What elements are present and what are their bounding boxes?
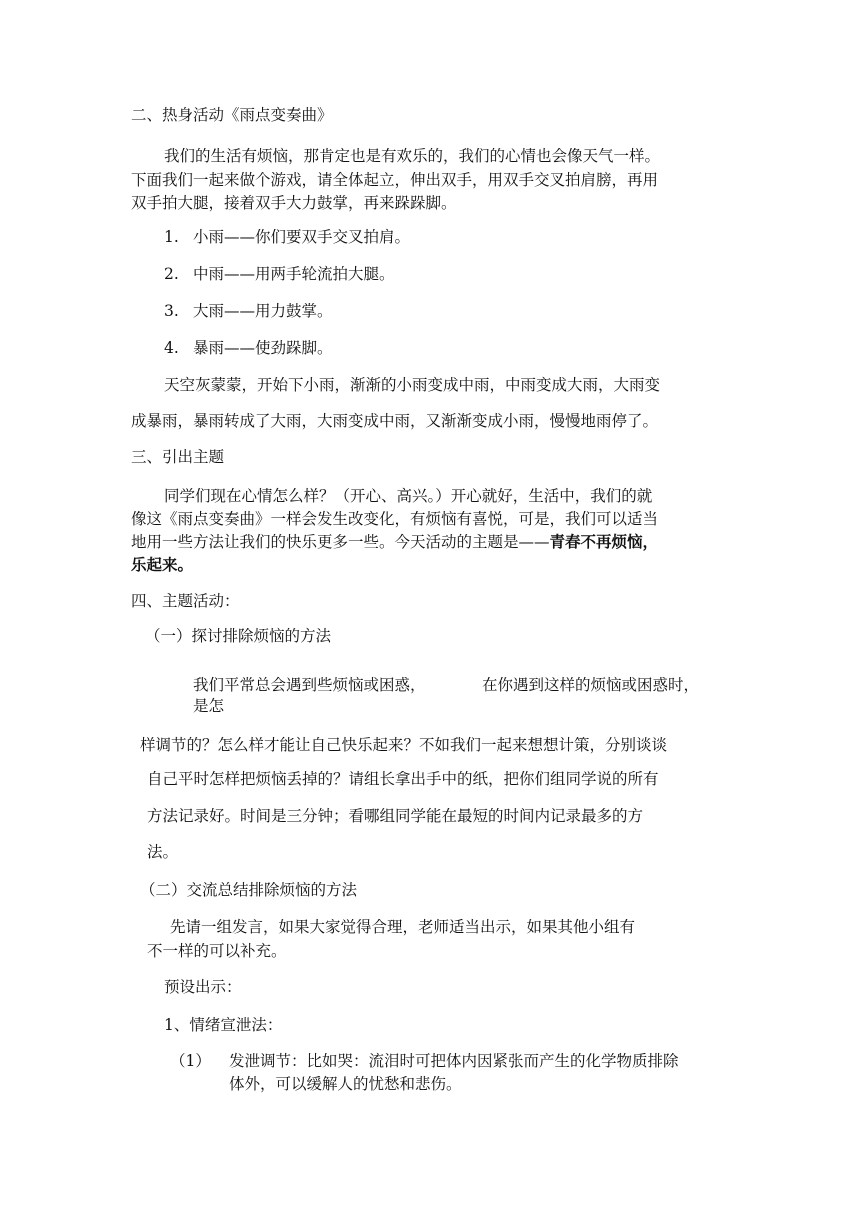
- preset-label: 预设出示：: [164, 978, 242, 996]
- subsection-1-heading: （一）探讨排除烦恼的方法: [145, 627, 332, 645]
- list-item: 大雨——用力鼓掌。: [193, 302, 333, 320]
- paragraph-line: 在你遇到这样的烦恼或困惑时，: [482, 676, 700, 694]
- paragraph-line: 不一样的可以补充。: [147, 942, 287, 960]
- paragraph-line: 先请一组发言，如果大家觉得合理，老师适当出示，如果其他小组有: [170, 918, 636, 936]
- paragraph-line: 双手拍大腿，接着双手大力鼓掌，再来跺跺脚。: [131, 194, 457, 212]
- list-item-number: 3.: [164, 302, 179, 320]
- paragraph-line: 像这《雨点变奏曲》一样会发生改变化，有烦恼有喜悦，可是，我们可以适当: [131, 510, 659, 528]
- method-1-item-number: （1）: [170, 1052, 211, 1070]
- paragraph-line: 我们平常总会遇到些烦恼或困惑，: [193, 676, 426, 694]
- paragraph-line: 法。: [147, 843, 179, 861]
- paragraph-line: 成暴雨，暴雨转成了大雨，大雨变成中雨，又渐渐变成小雨，慢慢地雨停了。: [131, 412, 659, 430]
- activity-theme-continued: 乐起来。: [131, 555, 194, 574]
- paragraph-line: [131, 531, 658, 553]
- paragraph-text: 地用一些方法让我们的快乐更多一些。今天活动的主题是——: [131, 533, 550, 551]
- paragraph-line: 下面我们一起来做个游戏，请全体起立，伸出双手，用双手交叉拍肩膀，再用: [131, 171, 659, 189]
- paragraph-line: 我们的生活有烦恼，那肯定也是有欢乐的，我们的心情也会像天气一样。: [164, 147, 661, 165]
- section-4-heading: 四、主题活动：: [131, 592, 240, 610]
- list-item: 暴雨——使劲跺脚。: [193, 339, 333, 357]
- section-3-heading: 三、引出主题: [131, 448, 225, 466]
- paragraph-line: 发泄调节：比如哭：流泪时可把体内因紧张而产生的化学物质排除: [229, 1052, 679, 1070]
- paragraph-line: 同学们现在心情怎么样？（开心、高兴。）开心就好，生活中，我们的就: [164, 487, 653, 505]
- section-2-heading: 二、热身活动《雨点变奏曲》: [131, 106, 333, 124]
- subsection-2-heading: （二）交流总结排除烦恼的方法: [140, 881, 358, 899]
- paragraph-line: 方法记录好。时间是三分钟；看哪组同学能在最短的时间内记录最多的方: [147, 807, 644, 825]
- list-item: 小雨——你们要双手交叉拍肩。: [193, 228, 411, 246]
- paragraph-line: 是怎: [193, 697, 225, 715]
- paragraph-line: 体外，可以缓解人的忧愁和悲伤。: [229, 1075, 462, 1093]
- list-item: 中雨——用两手轮流拍大腿。: [193, 265, 395, 283]
- paragraph-line: 天空灰蒙蒙，开始下小雨，渐渐的小雨变成中雨，中雨变成大雨，大雨变: [164, 376, 661, 394]
- list-item-number: 2.: [164, 265, 179, 283]
- method-1-heading: 1、情绪宣泄法：: [164, 1016, 283, 1034]
- list-item-number: 4.: [164, 339, 179, 357]
- paragraph-line: 自己平时怎样把烦恼丢掉的？请组长拿出手中的纸，把你们组同学说的所有: [147, 770, 659, 788]
- list-item-number: 1.: [164, 228, 179, 246]
- paragraph-line: 样调节的？怎么样才能让自己快乐起来？不如我们一起来想想计策，分别谈谈: [140, 736, 668, 754]
- activity-theme: 青春不再烦恼，: [549, 532, 659, 551]
